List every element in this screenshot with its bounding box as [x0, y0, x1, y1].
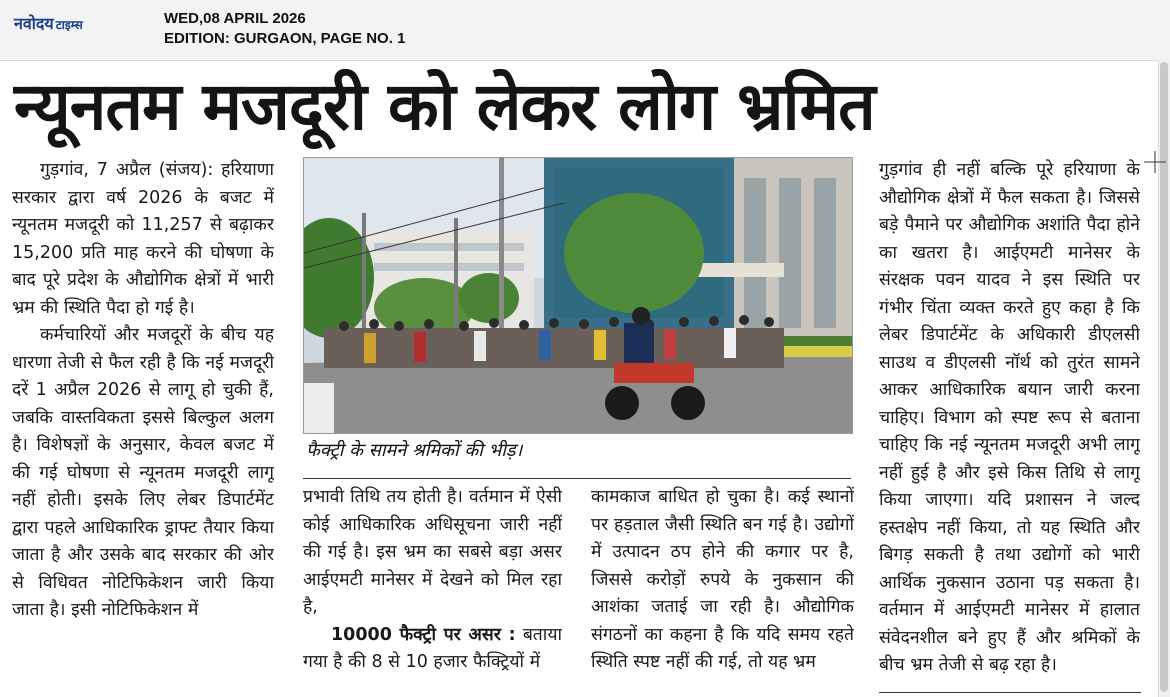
logo-sub-text: टाइम्स	[55, 18, 83, 32]
paragraph: कामकाज बाधित हो चुका है। कई स्थानों पर हड़ताल जैसी स्थिति बन गई है। उद्योगों में उत्पादन ठप होने की कगार पर है, जिससे करोड़ों रुपये के नुकसान की आशंका जताई जा रही है। औद्योगिक संगठनों का कहना है कि यदि समय रहते स्थिति स्पष्ट नहीं की गई, तो यह भ्रम	[591, 487, 854, 672]
edition-info: EDITION: GURGAON, PAGE NO. 1	[164, 30, 406, 47]
newspaper-logo[interactable]	[14, 12, 83, 34]
article-column-1	[12, 157, 274, 687]
subhead-text: बताया गया है की 8 से 10 हजार फैक्ट्रियों में	[303, 624, 562, 672]
subheading: 10000 फैक्ट्री पर असर :	[331, 624, 516, 645]
article-column-2	[303, 484, 562, 684]
paragraph: कर्मचारियों और मजदूरों के बीच यह धारणा तेजी से फैल रही है कि नई मजदूरी दरें 1 अप्रैल 2026 से लागू हो चुकी हैं, जबकि वास्तविकता इससे बिल्कुल अलग है। विशेषज्ञों के अनुसार, केवल बजट में की गई घोषणा से न्यूनतम मजदूरी लागू नहीं होती। इसके लिए लेबर डिपार्टमेंट द्वारा पहले आधिकारिक ड्राफ्ट तैयार किया जाता है और उसके बाद सरकार की ओर से विधिवत नोटिफिकेशन जारी किया जाता है। इसी नोटिफिकेशन में	[12, 325, 274, 620]
logo-main-text: नवोदय	[14, 14, 54, 33]
subhead-paragraph	[303, 622, 562, 677]
column-divider	[303, 478, 851, 479]
crowd-photo-illustration	[304, 158, 852, 433]
article-column-4	[879, 157, 1140, 687]
article-column-3	[591, 484, 854, 684]
issue-date: WED,08 APRIL 2026	[164, 10, 306, 27]
epaper-topbar	[0, 0, 1170, 61]
paragraph: गुड़गांव ही नहीं बल्कि पूरे हरियाणा के औद्योगिक क्षेत्रों में फैल सकता है। जिससे बड़े पैमाने पर औद्योगिक अशांति पैदा होने का खतरा है। आईएमटी मानेसर के संरक्षक पवन यादव ने इस स्थिति पर गंभीर चिंता व्यक्त करते हुए कहा है कि लेबर डिपार्टमेंट के अधिकारी डीएलसी साउथ व डीएलसी नॉर्थ को तुरंत सामने आकर आधिकारिक बयान जारी करना चाहिए। विभाग को स्पष्ट रूप से बताना चाहिए कि नई न्यूनतम मजदूरी अभी लागू नहीं हुई है और इसे किस तिथि से लागू किया जाएगा। यदि प्रशासन ने जल्द हस्तक्षेप नहीं किया, तो यह स्थिति और बिगड़ सकती है तथा उद्योगों को भारी आर्थिक नुकसान उठाना पड़ सकता है। वर्तमान में आईएमटी मानेसर में हालात संवेदनशील बने हुए हैं और श्रमिकों के बीच भ्रम तेजी से बढ़ रहा है।	[879, 160, 1140, 675]
paragraph: प्रभावी तिथि तय होती है। वर्तमान में ऐसी कोई आधिकारिक अधिसूचना जारी नहीं की गई है। इस भ्रम का सबसे बड़ा असर आईएमटी मानेसर में देखने को मिल रहा है,	[303, 487, 562, 617]
crosshair-cursor-icon	[1144, 151, 1166, 173]
photo-caption: फैक्ट्री के सामने श्रमिकों की भीड़।	[306, 440, 523, 461]
paragraph-dateline: गुड़गांव, 7 अप्रैल (संजय): हरियाणा सरकार द्वारा वर्ष 2026 के बजट में न्यूनतम मजदूरी को 11,257 से बढ़ाकर 15,200 प्रति माह करने की घोषणा के बाद पूरे प्रदेश के औद्योगिक क्षेत्रों में भारी भ्रम की स्थिति पैदा हो गई है।	[12, 160, 274, 318]
column-end-rule	[879, 692, 1141, 693]
article-headline: न्यूनतम मजदूरी को लेकर लोग भ्रमित	[14, 68, 875, 145]
news-photo	[303, 157, 853, 434]
